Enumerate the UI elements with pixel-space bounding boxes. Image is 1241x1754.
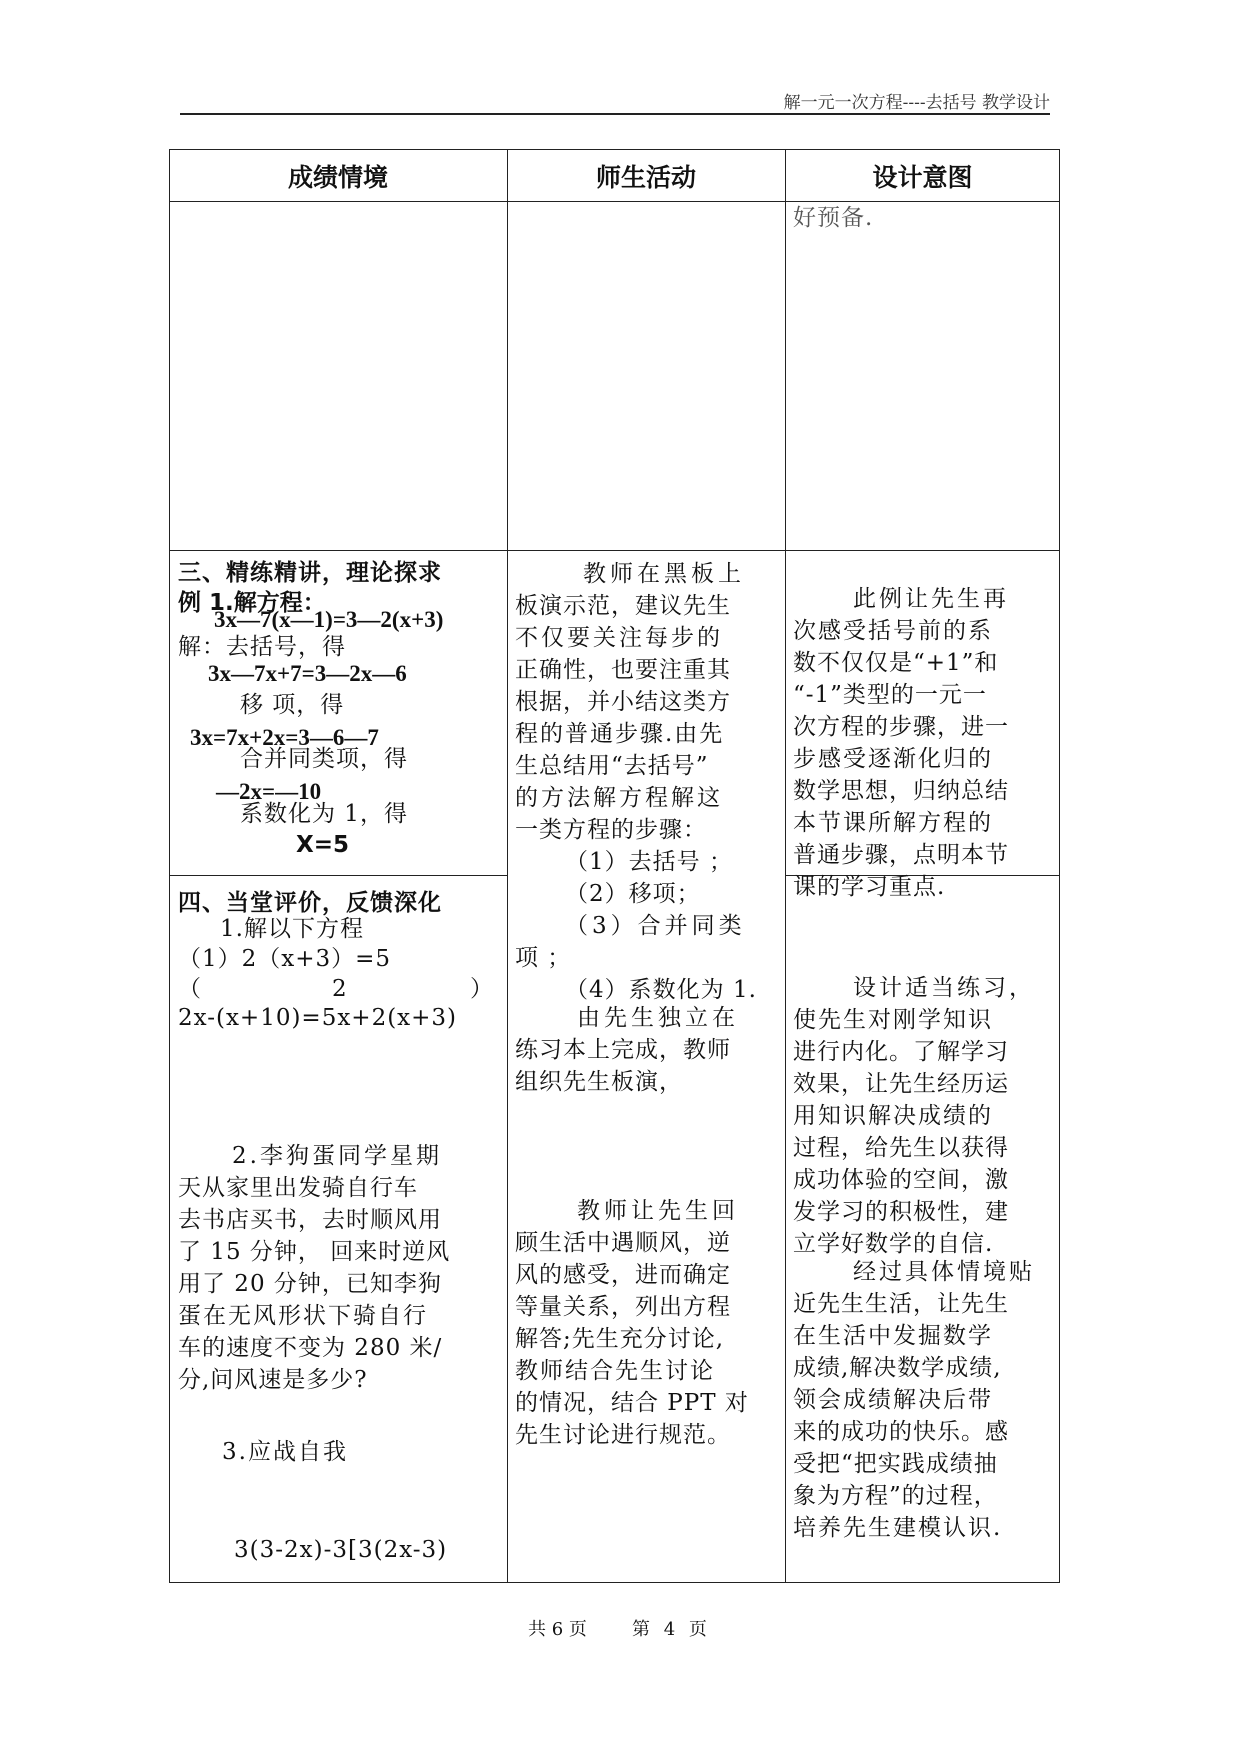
activity-line: 板演示范，建议先生 bbox=[515, 593, 731, 619]
activity-line: 一类方程的步骤： bbox=[515, 817, 707, 843]
problem-3-label: 3.应战自我 bbox=[222, 1439, 348, 1465]
intent-line: 来的成功的快乐。感 bbox=[793, 1419, 1009, 1445]
equation-step-1: 3x—7x+7=3—2x—6 bbox=[208, 661, 407, 686]
intent-line: 使先生对刚学知识 bbox=[793, 1007, 993, 1033]
activity-line: 生总结用“去括号” bbox=[515, 753, 709, 779]
step-remove-brackets-label: 解：去括号，得 bbox=[178, 634, 346, 660]
equation-solution: X=5 bbox=[296, 832, 350, 858]
intent-line: 近先生生活，让先生 bbox=[793, 1291, 1009, 1317]
intent-example-text bbox=[793, 583, 1055, 903]
activity-line: 教师在黑板上 bbox=[583, 561, 745, 587]
intent-line: 次感受括号前的系 bbox=[793, 618, 993, 644]
footer-total-pages: 共 6 页 bbox=[528, 1619, 587, 1640]
activity-line: 项 ； bbox=[515, 945, 572, 971]
row-divider-2a bbox=[169, 875, 507, 876]
problem-3-equation: 3(3-2x)-3[3(2x-3) bbox=[234, 1537, 448, 1563]
intent-continuation: 好预备. bbox=[793, 205, 874, 231]
exercise-2-open-paren: （ bbox=[178, 976, 202, 1002]
problem-2-line: 蛋在无风形状下骑自行 bbox=[178, 1303, 428, 1329]
intent-line: 过程，给先生以获得 bbox=[793, 1135, 1009, 1161]
equation-step-3: —2x=—10 bbox=[216, 779, 322, 804]
intent-line: 用知识解决成绩的 bbox=[793, 1103, 993, 1129]
footer-current-page: 第 4 页 bbox=[632, 1619, 707, 1640]
activity-line: 组织先生板演， bbox=[515, 1069, 683, 1095]
activity-line: （2）移项； bbox=[565, 881, 701, 907]
activity-problem-text bbox=[515, 1195, 779, 1451]
problem-2-line: 天从家里出发骑自行车 bbox=[178, 1175, 418, 1201]
activity-line: 根据，并小结这类方 bbox=[515, 689, 731, 715]
intent-line: 培养先生建模认识. bbox=[793, 1515, 1003, 1541]
step-coefficient-label: 系数化为 1，得 bbox=[240, 801, 408, 827]
activity-line: 正确性，也要注重其 bbox=[515, 657, 731, 683]
activity-line: （4）系数化为 1. bbox=[565, 977, 757, 1003]
problem-2-line: 2.李狗蛋同学星期 bbox=[232, 1143, 442, 1169]
intent-line: 次方程的步骤，进一 bbox=[793, 714, 1009, 740]
section-title-practice: 三、精练精讲，理论探求 bbox=[178, 560, 442, 586]
col-header-activity: 师生活动 bbox=[595, 163, 696, 192]
problem-2-line: 了 15 分钟， 回来时逆风 bbox=[178, 1239, 451, 1265]
section-title-evaluation: 四、当堂评价，反馈深化 bbox=[178, 890, 442, 916]
intent-line: 发学习的积极性，建 bbox=[793, 1199, 1009, 1225]
problem-2-line: 用了 20 分钟，已知李狗 bbox=[178, 1271, 442, 1297]
header-rule bbox=[180, 113, 1050, 115]
activity-line: 由先生独立在 bbox=[577, 1005, 739, 1031]
activity-line: 教师结合先生讨论 bbox=[515, 1358, 715, 1384]
intent-line: 领会成绩解决后带 bbox=[793, 1387, 993, 1413]
intent-line: 数不仅仅是“+1”和 bbox=[793, 650, 999, 676]
activity-line: （3）合并同类 bbox=[565, 913, 746, 939]
intent-line: 在生活中发掘数学 bbox=[793, 1323, 993, 1349]
exercise-intro: 1.解以下方程 bbox=[220, 916, 364, 942]
intent-exercise-text bbox=[793, 972, 1055, 1260]
activity-line: 先生讨论进行规范。 bbox=[515, 1422, 731, 1448]
intent-line: 本节课所解方程的 bbox=[793, 810, 993, 836]
column-divider-2 bbox=[785, 149, 786, 1583]
problem-2-line: 去书店买书，去时顺风用 bbox=[178, 1207, 442, 1233]
step-transpose-label: 移 项，得 bbox=[240, 692, 345, 718]
step-combine-label: 合并同类项，得 bbox=[240, 746, 408, 772]
equation-original: 3x—7(x—1)=3—2(x+3) bbox=[214, 607, 444, 632]
intent-line: 课的学习重点. bbox=[793, 874, 946, 900]
exercise-2-equation: 2x-(x+10)=5x+2(x+3) bbox=[178, 1005, 458, 1031]
example-1-label: 例 1.解方程： bbox=[178, 590, 326, 616]
intent-line: 受把“把实践成绩抽 bbox=[793, 1451, 998, 1477]
intent-line: 成绩,解决数学成绩, bbox=[793, 1355, 1002, 1381]
intent-line: “-1”类型的一元一 bbox=[793, 682, 987, 708]
exercise-1: （1）2（x+3）=5 bbox=[178, 946, 392, 972]
intent-problem-text bbox=[793, 1256, 1055, 1544]
activity-line: 的情况，结合 PPT 对 bbox=[515, 1390, 749, 1416]
exercise-2-close-paren: ） bbox=[470, 976, 494, 1002]
activity-line: 风的感受，进而确定 bbox=[515, 1262, 731, 1288]
activity-line: 等量关系，列出方程 bbox=[515, 1294, 731, 1320]
intent-line: 立学好数学的自信. bbox=[793, 1231, 994, 1257]
problem-2-text bbox=[178, 1140, 503, 1396]
exercise-2-number: 2 bbox=[332, 976, 348, 1002]
activity-line: （1）去括号 ； bbox=[565, 849, 733, 875]
intent-line: 象为方程”的过程， bbox=[793, 1483, 998, 1509]
row-divider-1 bbox=[169, 550, 1060, 551]
activity-line: 不仅要关注每步的 bbox=[515, 625, 723, 651]
activity-line: 的方法解方程解这 bbox=[515, 785, 723, 811]
intent-line: 普通步骤，点明本节 bbox=[793, 842, 1009, 868]
problem-2-line: 车的速度不变为 280 米/ bbox=[178, 1335, 443, 1361]
activity-example-text bbox=[515, 558, 779, 1006]
intent-line: 经过具体情境贴 bbox=[853, 1259, 1035, 1285]
intent-line: 效果，让先生经历运 bbox=[793, 1071, 1009, 1097]
intent-line: 进行内化。了解学习 bbox=[793, 1039, 1009, 1065]
intent-line: 数学思想，归纳总结 bbox=[793, 778, 1009, 804]
intent-line: 步感受逐渐化归的 bbox=[793, 746, 993, 772]
equation-step-2: 3x=7x+2x=3—6—7 bbox=[190, 725, 379, 750]
activity-line: 程的普通步骤.由先 bbox=[515, 721, 725, 747]
intent-line: 设计适当练习， bbox=[853, 975, 1035, 1001]
activity-exercise-text bbox=[515, 1002, 779, 1098]
activity-line: 教师让先生回 bbox=[577, 1198, 739, 1224]
activity-line: 顾生活中遇顺风，逆 bbox=[515, 1230, 731, 1256]
document-header-title: 解一元一次方程----去括号 教学设计 bbox=[783, 93, 1050, 113]
intent-line: 成功体验的空间，激 bbox=[793, 1167, 1009, 1193]
activity-line: 解答;先生充分讨论, bbox=[515, 1326, 725, 1352]
col-header-scenario: 成绩情境 bbox=[287, 163, 388, 192]
intent-line: 此例让先生再 bbox=[853, 586, 1009, 612]
problem-2-line: 分,问风速是多少? bbox=[178, 1367, 368, 1393]
column-divider-1 bbox=[507, 149, 508, 1583]
header-row-divider bbox=[169, 201, 1060, 202]
col-header-intent: 设计意图 bbox=[872, 163, 973, 192]
activity-line: 练习本上完成，教师 bbox=[515, 1037, 731, 1063]
